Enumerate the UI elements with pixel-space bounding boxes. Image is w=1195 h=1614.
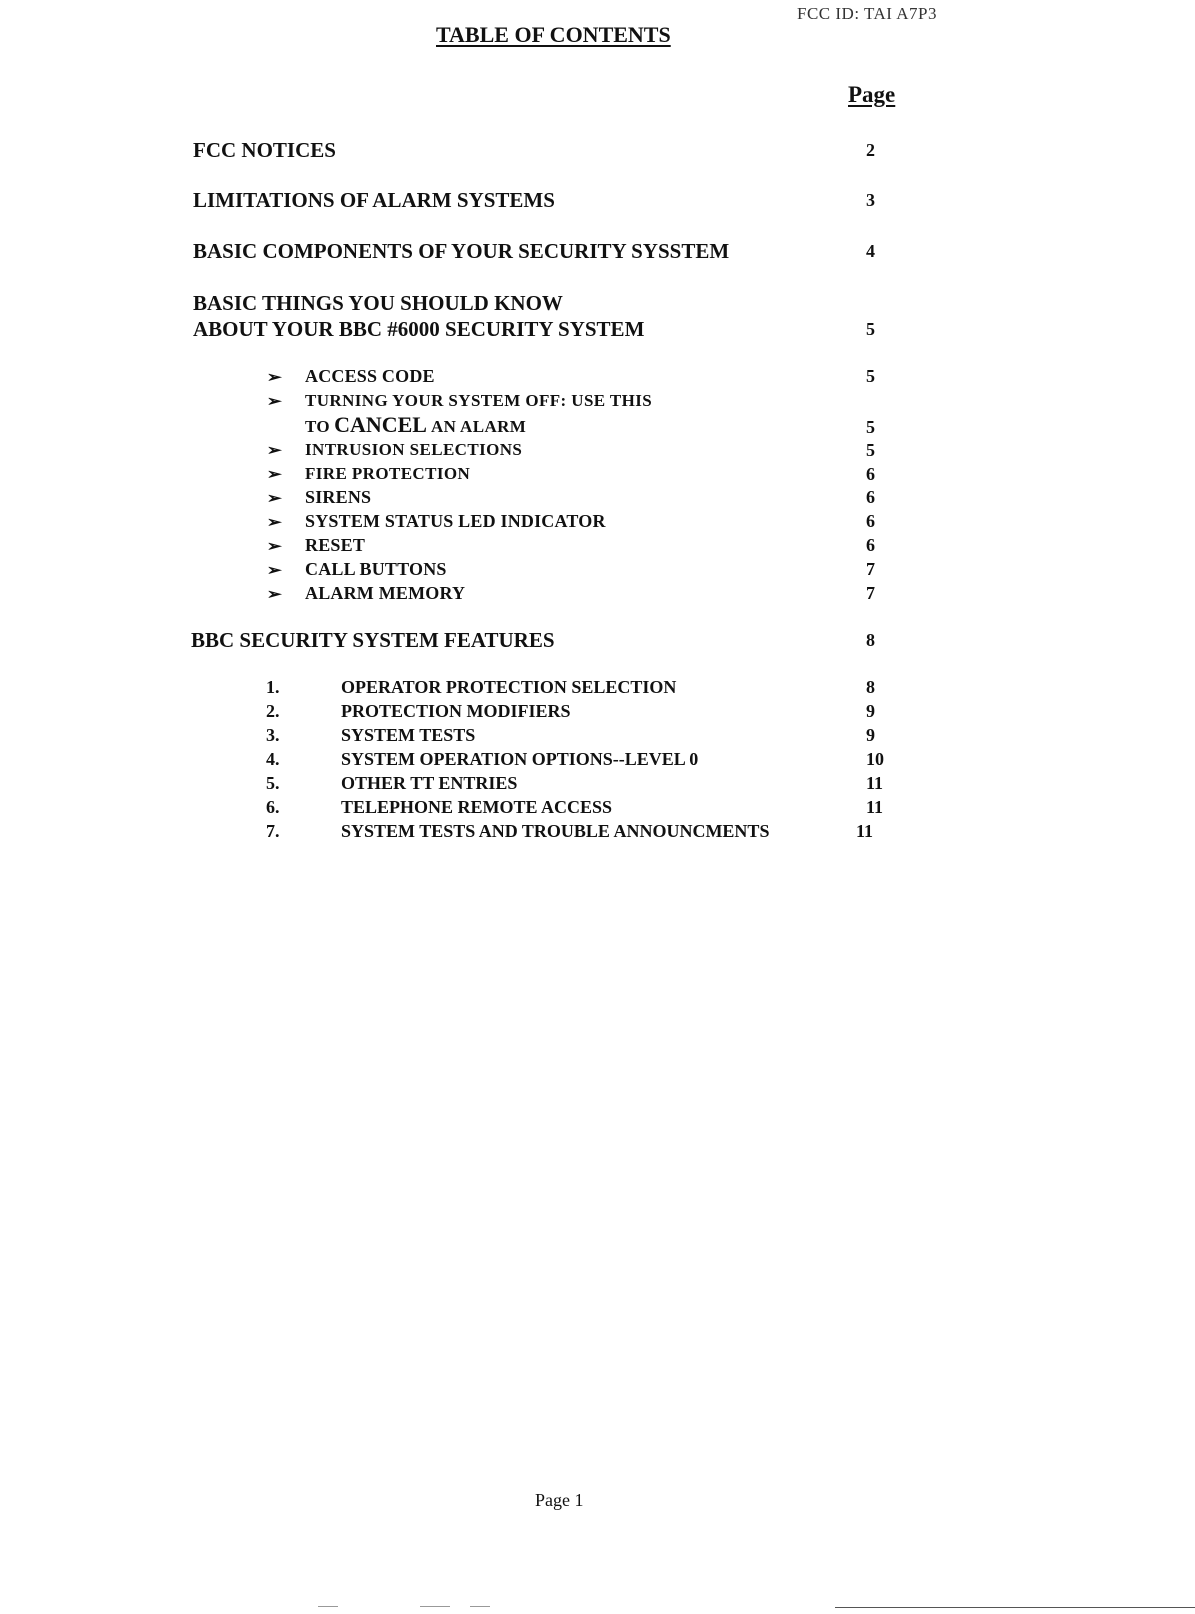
toc-bullet-page: 7 [866, 559, 875, 579]
toc-section-page: 2 [866, 140, 875, 160]
toc-feature-number: 6. [266, 797, 280, 817]
bullet-arrow-icon: ➢ [266, 467, 282, 483]
toc-bullet-label-line2[interactable] [305, 412, 526, 438]
toc-bullet-label[interactable]: ACCESS CODE [305, 366, 435, 386]
toc-feature-label[interactable]: OTHER TT ENTRIES [341, 773, 518, 793]
toc-feature-number: 4. [266, 749, 280, 769]
toc-bullet-label[interactable]: SIRENS [305, 487, 372, 507]
toc-bullet-label[interactable]: ALARM MEMORY [305, 583, 466, 603]
toc-section-page: 8 [866, 630, 875, 650]
toc-feature-number: 1. [266, 677, 280, 697]
scan-artifact-line [470, 1606, 490, 1607]
toc-bullet-label[interactable]: CALL BUTTONS [305, 559, 447, 579]
toc-feature-label[interactable]: SYSTEM TESTS [341, 725, 476, 745]
toc-section-page: 3 [866, 190, 875, 210]
page-title: TABLE OF CONTENTS [436, 22, 671, 47]
toc-feature-label[interactable]: PROTECTION MODIFIERS [341, 701, 571, 721]
toc-feature-page: 10 [866, 749, 884, 769]
toc-section-title-line1[interactable]: BASIC THINGS YOU SHOULD KNOW [193, 291, 563, 315]
toc-feature-number: 7. [266, 821, 280, 841]
toc-feature-label[interactable]: SYSTEM TESTS AND TROUBLE ANNOUNCMENTS [341, 821, 770, 841]
toc-feature-page: 8 [866, 677, 875, 697]
toc-section-title-line2[interactable]: ABOUT YOUR BBC #6000 SECURITY SYSTEM [193, 317, 645, 341]
bullet-arrow-icon: ➢ [266, 491, 282, 507]
fcc-id: FCC ID: TAI A7P3 [797, 4, 937, 23]
toc-section-title[interactable]: FCC NOTICES [193, 138, 336, 162]
toc-section-page: 5 [866, 319, 875, 339]
scan-artifact-line [420, 1606, 450, 1607]
toc-bullet-label-line1[interactable]: TURNING YOUR SYSTEM OFF: USE THIS [305, 391, 653, 410]
scan-artifact-line [835, 1607, 1195, 1608]
toc-bullet-label[interactable]: RESET [305, 535, 366, 555]
scan-artifact-line [318, 1606, 338, 1607]
toc-bullet-page: 5 [866, 440, 875, 460]
bullet-arrow-icon: ➢ [266, 563, 282, 579]
toc-feature-page: 11 [856, 821, 874, 841]
toc-bullet-label-suffix: AN ALARM [430, 417, 527, 436]
toc-feature-number: 3. [266, 725, 280, 745]
toc-feature-number: 2. [266, 701, 280, 721]
toc-section-title[interactable]: BASIC COMPONENTS OF YOUR SECURITY SYSSTEM [193, 239, 730, 263]
toc-bullet-label[interactable]: FIRE PROTECTION [305, 464, 471, 483]
toc-feature-label[interactable]: OPERATOR PROTECTION SELECTION [341, 677, 677, 697]
toc-bullet-page: 5 [866, 417, 875, 437]
toc-bullet-page: 5 [866, 366, 875, 386]
toc-bullet-page: 6 [866, 464, 875, 484]
bullet-arrow-icon: ➢ [266, 515, 282, 531]
toc-bullet-label-prefix: TO [305, 417, 331, 436]
page-column-header: Page [848, 82, 896, 107]
toc-feature-page: 9 [866, 701, 875, 721]
toc-section-title[interactable]: BBC SECURITY SYSTEM FEATURES [191, 628, 555, 652]
toc-section-page: 4 [866, 241, 875, 261]
toc-bullet-label[interactable]: INTRUSION SELECTIONS [305, 440, 523, 459]
toc-bullet-label-emphasis: CANCEL [334, 412, 427, 437]
page-number-footer: Page 1 [535, 1490, 584, 1510]
toc-bullet-page: 7 [866, 583, 875, 603]
toc-feature-number: 5. [266, 773, 280, 793]
toc-bullet-label[interactable]: SYSTEM STATUS LED INDICATOR [305, 511, 606, 531]
toc-feature-label[interactable]: SYSTEM OPERATION OPTIONS--LEVEL 0 [341, 749, 699, 769]
toc-bullet-page: 6 [866, 487, 875, 507]
toc-feature-page: 9 [866, 725, 875, 745]
bullet-arrow-icon: ➢ [266, 539, 282, 555]
bullet-arrow-icon: ➢ [266, 443, 282, 459]
bullet-arrow-icon: ➢ [266, 394, 282, 410]
toc-bullet-page: 6 [866, 511, 875, 531]
toc-bullet-page: 6 [866, 535, 875, 555]
toc-feature-page: 11 [866, 797, 884, 817]
bullet-arrow-icon: ➢ [266, 587, 282, 603]
toc-section-title[interactable]: LIMITATIONS OF ALARM SYSTEMS [193, 188, 555, 212]
toc-feature-page: 11 [866, 773, 884, 793]
bullet-arrow-icon: ➢ [266, 370, 282, 386]
toc-feature-label[interactable]: TELEPHONE REMOTE ACCESS [341, 797, 613, 817]
